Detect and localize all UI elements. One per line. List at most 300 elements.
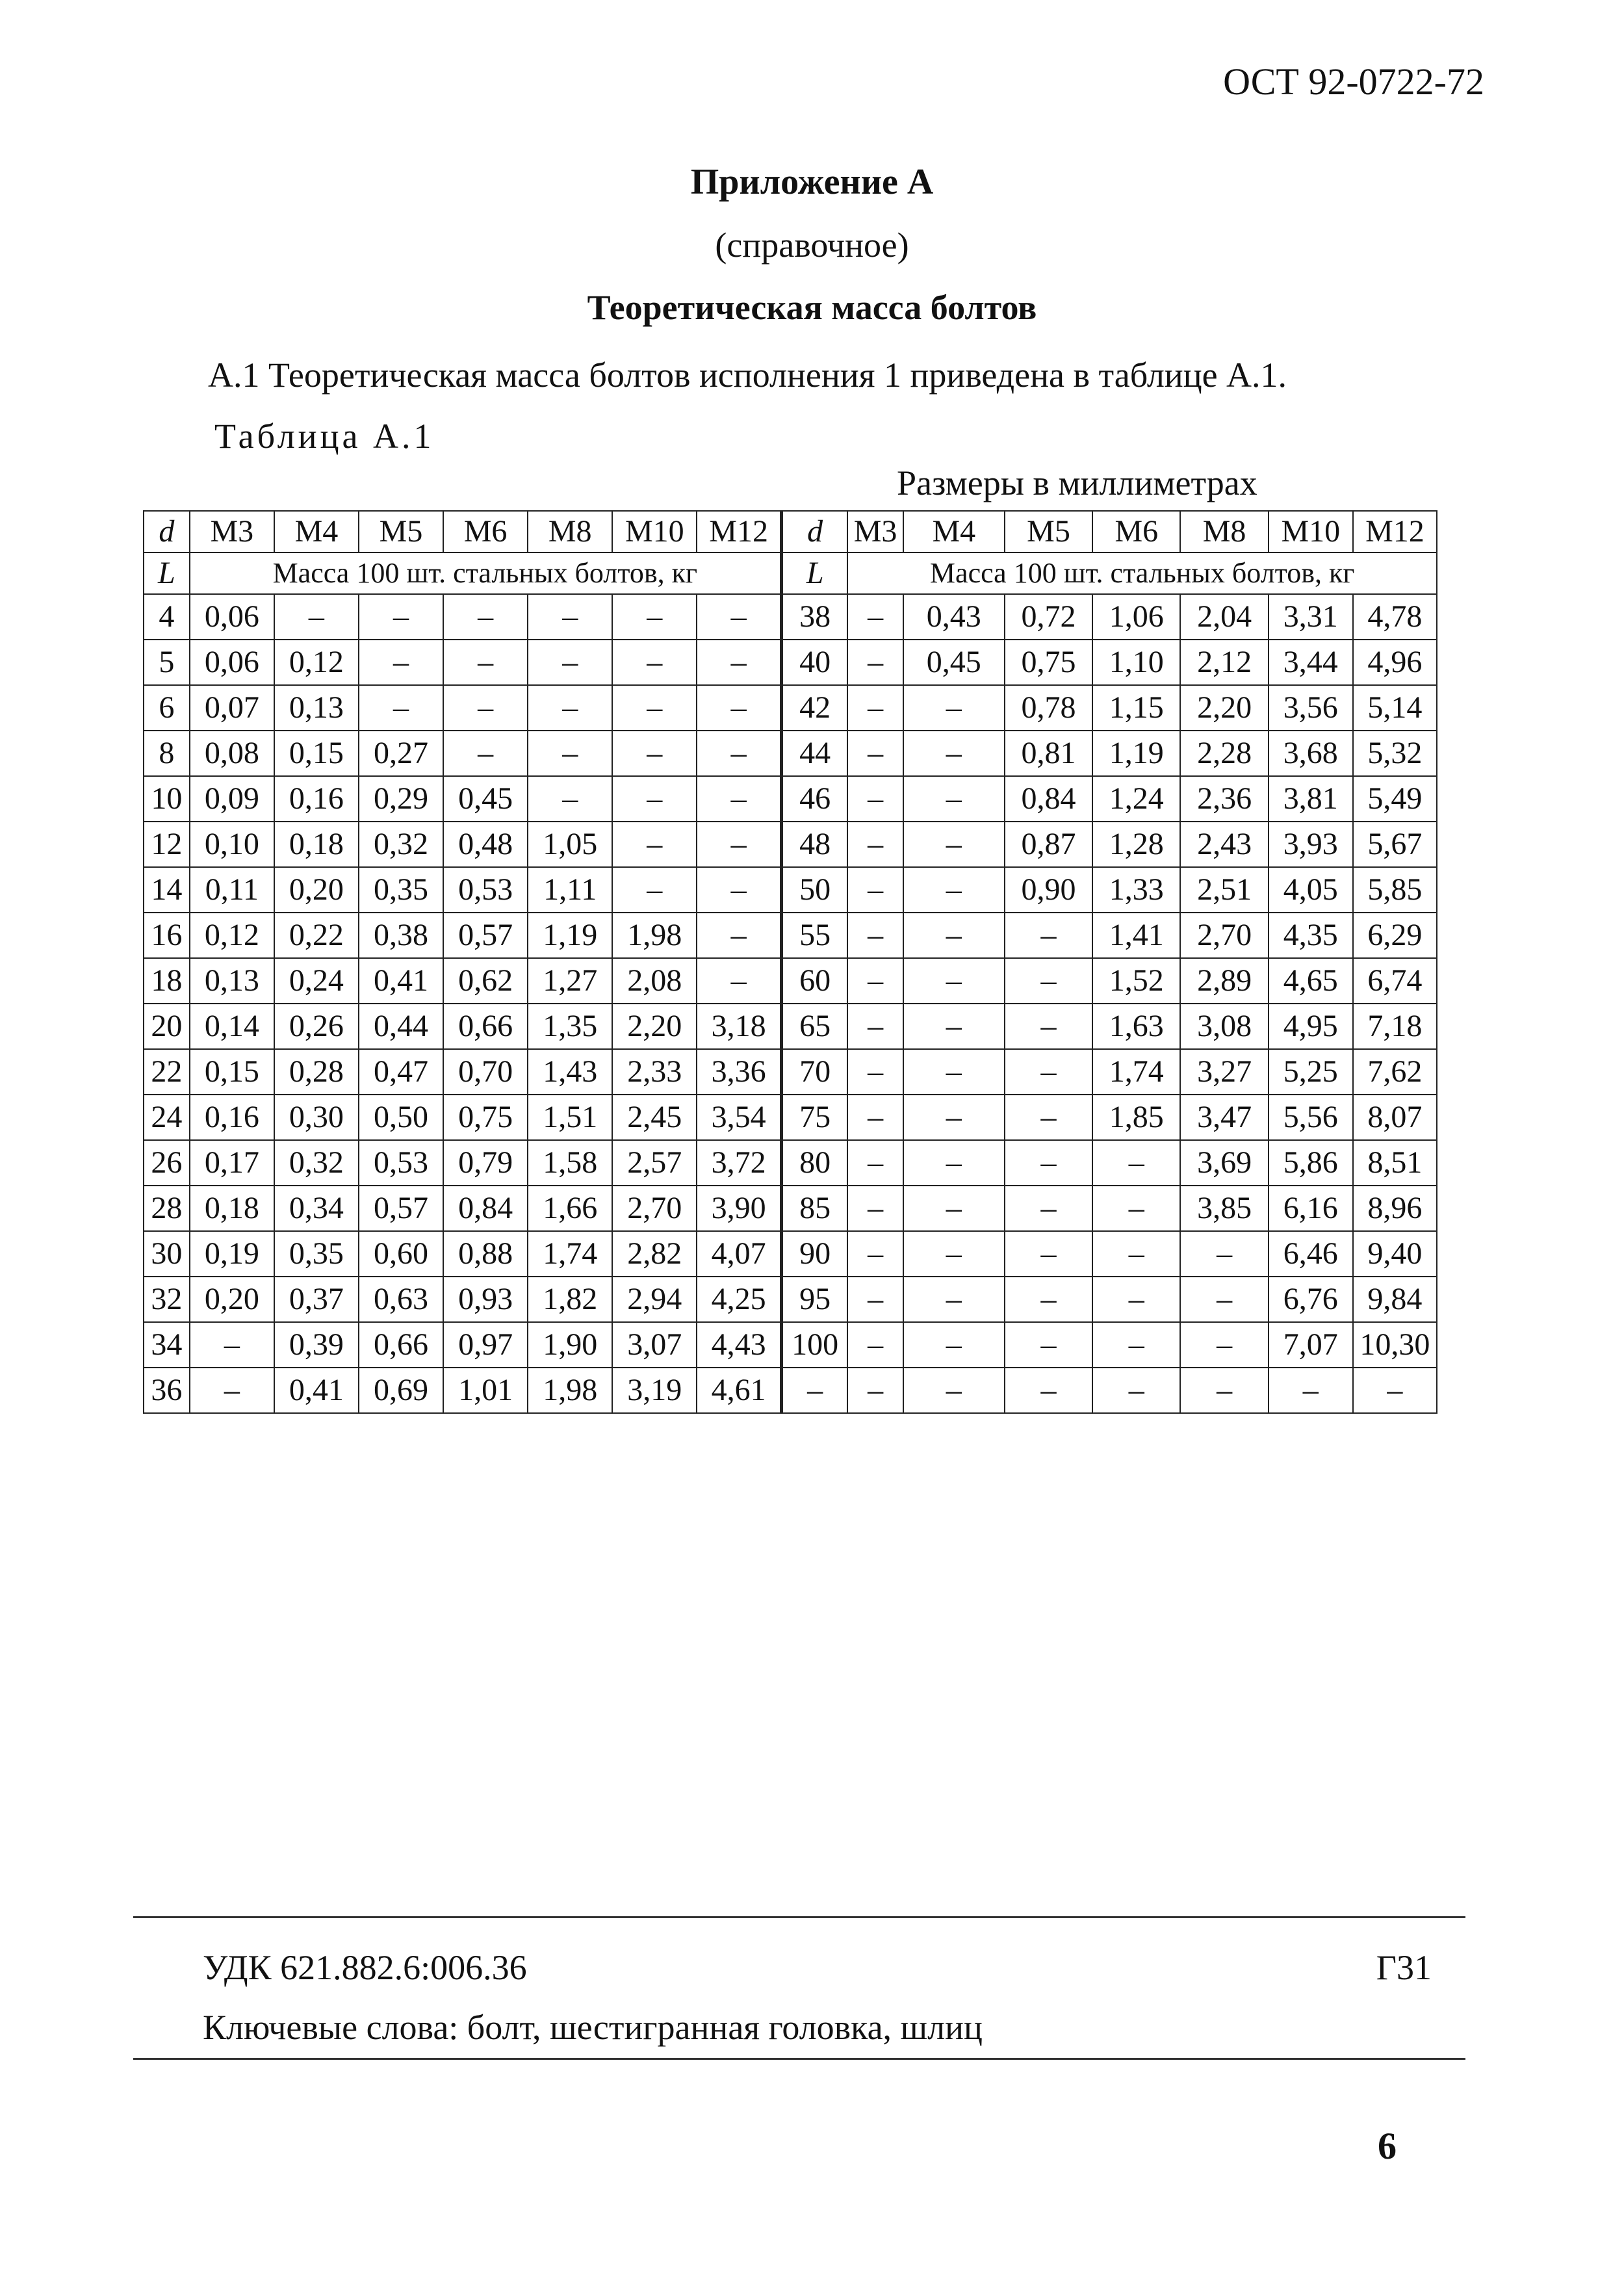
mass-cell: – — [697, 958, 781, 1004]
table-row — [144, 1368, 1437, 1413]
mass-cell: 1,74 — [528, 1231, 612, 1277]
mass-cell: 0,13 — [274, 685, 359, 731]
mass-cell: 1,82 — [528, 1277, 612, 1322]
mass-cell: – — [847, 1368, 903, 1413]
length-cell: 50 — [781, 867, 847, 913]
mass-cell: 2,94 — [612, 1277, 697, 1322]
mass-cell: – — [847, 1231, 903, 1277]
mass-cell: 1,74 — [1092, 1049, 1180, 1095]
header-size: М5 — [1005, 511, 1092, 552]
mass-cell: 0,35 — [359, 867, 443, 913]
mass-cell: – — [528, 776, 612, 822]
mass-cell: – — [847, 822, 903, 867]
mass-cell: 0,35 — [274, 1231, 359, 1277]
mass-cell: – — [443, 640, 528, 685]
mass-cell: 0,50 — [359, 1095, 443, 1140]
classification-code: Г31 — [1376, 1948, 1432, 1987]
header-size: М3 — [190, 511, 274, 552]
length-cell: 18 — [144, 958, 190, 1004]
table-row — [144, 913, 1437, 958]
mass-cell: – — [847, 958, 903, 1004]
mass-cell: 1,05 — [528, 822, 612, 867]
mass-cell: 0,24 — [274, 958, 359, 1004]
mass-cell: 4,61 — [697, 1368, 781, 1413]
mass-cell: – — [359, 640, 443, 685]
mass-cell: 0,26 — [274, 1004, 359, 1049]
header-size: М4 — [903, 511, 1005, 552]
mass-cell: 3,68 — [1269, 731, 1353, 776]
mass-cell: – — [1005, 1322, 1092, 1368]
mass-cell: – — [697, 776, 781, 822]
mass-cell: – — [1180, 1322, 1268, 1368]
mass-cell: – — [190, 1368, 274, 1413]
mass-cell: – — [528, 640, 612, 685]
mass-cell: – — [1092, 1186, 1180, 1231]
page-number: 6 — [1378, 2125, 1397, 2167]
mass-cell: – — [359, 594, 443, 640]
mass-cell: 5,32 — [1353, 731, 1437, 776]
mass-cell: 3,18 — [697, 1004, 781, 1049]
mass-cell: – — [847, 1140, 903, 1186]
mass-cell: 3,69 — [1180, 1140, 1268, 1186]
mass-cell: – — [847, 776, 903, 822]
mass-cell: – — [612, 731, 697, 776]
mass-cell: 3,90 — [697, 1186, 781, 1231]
table-row — [144, 958, 1437, 1004]
keywords: Ключевые слова: болт, шестигранная головка, шлиц — [203, 2008, 983, 2047]
mass-cell: 1,98 — [528, 1368, 612, 1413]
mass-cell: – — [1092, 1231, 1180, 1277]
header-size: М12 — [697, 511, 781, 552]
mass-cell: 0,63 — [359, 1277, 443, 1322]
mass-cell: – — [903, 1186, 1005, 1231]
header-size: М10 — [612, 511, 697, 552]
mass-cell: 0,37 — [274, 1277, 359, 1322]
mass-cell: – — [1005, 1368, 1092, 1413]
table-row — [144, 1277, 1437, 1322]
length-cell: 5 — [144, 640, 190, 685]
mass-cell: 1,33 — [1092, 867, 1180, 913]
mass-cell: 0,14 — [190, 1004, 274, 1049]
mass-cell: – — [190, 1322, 274, 1368]
mass-cell: – — [274, 594, 359, 640]
mass-cell: 2,04 — [1180, 594, 1268, 640]
mass-cell: 3,47 — [1180, 1095, 1268, 1140]
mass-cell: 0,10 — [190, 822, 274, 867]
mass-cell: 0,17 — [190, 1140, 274, 1186]
mass-cell: – — [1005, 958, 1092, 1004]
mass-cell: 1,85 — [1092, 1095, 1180, 1140]
mass-cell: 2,51 — [1180, 867, 1268, 913]
mass-cell: 0,57 — [359, 1186, 443, 1231]
mass-cell: 0,66 — [359, 1322, 443, 1368]
bolt-mass-table — [143, 510, 1437, 1414]
mass-cell: 4,43 — [697, 1322, 781, 1368]
mass-cell: 2,57 — [612, 1140, 697, 1186]
mass-cell: 1,11 — [528, 867, 612, 913]
udk-code: УДК 621.882.6:006.36 — [203, 1948, 527, 1987]
mass-cell: 0,30 — [274, 1095, 359, 1140]
mass-cell: – — [847, 1277, 903, 1322]
mass-cell: 2,33 — [612, 1049, 697, 1095]
mass-cell: 5,49 — [1353, 776, 1437, 822]
mass-cell: – — [903, 731, 1005, 776]
table-row — [144, 1231, 1437, 1277]
mass-cell: 9,84 — [1353, 1277, 1437, 1322]
length-cell: 24 — [144, 1095, 190, 1140]
mass-cell: 1,52 — [1092, 958, 1180, 1004]
mass-cell: – — [903, 1049, 1005, 1095]
header-size: М5 — [359, 511, 443, 552]
mass-cell: 3,19 — [612, 1368, 697, 1413]
mass-cell: 3,07 — [612, 1322, 697, 1368]
mass-cell: 3,44 — [1269, 640, 1353, 685]
mass-cell: 0,69 — [359, 1368, 443, 1413]
length-cell: 12 — [144, 822, 190, 867]
mass-cell: – — [528, 594, 612, 640]
length-cell: 10 — [144, 776, 190, 822]
table-row — [144, 1004, 1437, 1049]
mass-cell: 0,12 — [190, 913, 274, 958]
length-cell: 32 — [144, 1277, 190, 1322]
mass-cell: – — [697, 913, 781, 958]
mass-cell: 0,11 — [190, 867, 274, 913]
mass-cell: – — [1005, 1095, 1092, 1140]
mass-cell: 2,12 — [1180, 640, 1268, 685]
mass-cell: 2,36 — [1180, 776, 1268, 822]
mass-cell: 3,31 — [1269, 594, 1353, 640]
mass-cell: – — [847, 594, 903, 640]
table-row — [144, 822, 1437, 867]
mass-cell: 8,96 — [1353, 1186, 1437, 1231]
mass-cell: 5,85 — [1353, 867, 1437, 913]
mass-cell: – — [612, 685, 697, 731]
mass-cell: – — [903, 1368, 1005, 1413]
header-size: М6 — [1092, 511, 1180, 552]
length-cell: 26 — [144, 1140, 190, 1186]
mass-cell: 0,20 — [274, 867, 359, 913]
mass-cell: 0,45 — [443, 776, 528, 822]
mass-cell: 0,16 — [190, 1095, 274, 1140]
table-row — [144, 594, 1437, 640]
appendix-title: Приложение А — [690, 162, 934, 202]
mass-cell: 0,70 — [443, 1049, 528, 1095]
length-cell: 95 — [781, 1277, 847, 1322]
mass-cell: 0,84 — [1005, 776, 1092, 822]
mass-cell: 0,97 — [443, 1322, 528, 1368]
mass-cell: 0,20 — [190, 1277, 274, 1322]
length-cell: 85 — [781, 1186, 847, 1231]
mass-cell: 3,54 — [697, 1095, 781, 1140]
length-cell: 42 — [781, 685, 847, 731]
mass-cell: 0,13 — [190, 958, 274, 1004]
mass-cell: – — [903, 1004, 1005, 1049]
mass-cell: 4,35 — [1269, 913, 1353, 958]
mass-cell: – — [1180, 1277, 1268, 1322]
mass-cell: 1,35 — [528, 1004, 612, 1049]
length-cell: 75 — [781, 1095, 847, 1140]
mass-cell: 0,47 — [359, 1049, 443, 1095]
header-L-right: L — [781, 552, 847, 594]
mass-cell: 6,74 — [1353, 958, 1437, 1004]
header-size: М12 — [1353, 511, 1437, 552]
mass-cell: 1,10 — [1092, 640, 1180, 685]
mass-cell: 3,27 — [1180, 1049, 1268, 1095]
appendix-subtitle: (справочное) — [715, 226, 909, 265]
mass-cell: 6,29 — [1353, 913, 1437, 958]
mass-cell: 0,39 — [274, 1322, 359, 1368]
mass-cell: – — [359, 685, 443, 731]
mass-cell: – — [847, 731, 903, 776]
mass-cell: 0,15 — [274, 731, 359, 776]
header-size: М10 — [1269, 511, 1353, 552]
mass-cell: – — [847, 1049, 903, 1095]
length-cell: 36 — [144, 1368, 190, 1413]
mass-cell: – — [1180, 1231, 1268, 1277]
table-header-mass — [144, 552, 1437, 594]
length-cell: 100 — [781, 1322, 847, 1368]
header-size: М8 — [1180, 511, 1268, 552]
mass-cell: 4,07 — [697, 1231, 781, 1277]
mass-cell: – — [847, 913, 903, 958]
length-cell: 8 — [144, 731, 190, 776]
header-size: М8 — [528, 511, 612, 552]
mass-cell: 6,46 — [1269, 1231, 1353, 1277]
mass-cell: 3,93 — [1269, 822, 1353, 867]
mass-cell: 2,20 — [612, 1004, 697, 1049]
mass-cell: – — [847, 1004, 903, 1049]
mass-cell: – — [443, 594, 528, 640]
mass-cell: – — [903, 776, 1005, 822]
mass-cell: – — [612, 594, 697, 640]
mass-label-right: Масса 100 шт. стальных болтов, кг — [847, 552, 1437, 594]
mass-cell: 0,08 — [190, 731, 274, 776]
mass-cell: 6,76 — [1269, 1277, 1353, 1322]
mass-cell: – — [847, 867, 903, 913]
mass-cell: – — [847, 1095, 903, 1140]
length-cell: 6 — [144, 685, 190, 731]
mass-cell: 3,85 — [1180, 1186, 1268, 1231]
mass-cell: – — [903, 1277, 1005, 1322]
mass-cell: 1,06 — [1092, 594, 1180, 640]
mass-cell: 6,16 — [1269, 1186, 1353, 1231]
table-row — [144, 867, 1437, 913]
mass-cell: 0,60 — [359, 1231, 443, 1277]
mass-cell: 0,44 — [359, 1004, 443, 1049]
mass-cell: 0,22 — [274, 913, 359, 958]
mass-cell: 1,98 — [612, 913, 697, 958]
length-cell: 46 — [781, 776, 847, 822]
mass-cell: 3,56 — [1269, 685, 1353, 731]
mass-cell: 0,06 — [190, 594, 274, 640]
table-row — [144, 776, 1437, 822]
mass-cell: 2,43 — [1180, 822, 1268, 867]
mass-cell: – — [847, 1322, 903, 1368]
mass-cell: – — [903, 1095, 1005, 1140]
mass-cell: 3,81 — [1269, 776, 1353, 822]
mass-cell: 4,05 — [1269, 867, 1353, 913]
mass-cell: 2,28 — [1180, 731, 1268, 776]
mass-label-left: Масса 100 шт. стальных болтов, кг — [190, 552, 782, 594]
mass-cell: – — [903, 685, 1005, 731]
header-size: М4 — [274, 511, 359, 552]
mass-cell: 8,51 — [1353, 1140, 1437, 1186]
length-cell: 4 — [144, 594, 190, 640]
mass-cell: 0,53 — [359, 1140, 443, 1186]
mass-cell: 0,93 — [443, 1277, 528, 1322]
mass-cell: – — [903, 1140, 1005, 1186]
table-caption: Таблица А.1 — [214, 417, 435, 456]
length-cell: 16 — [144, 913, 190, 958]
mass-cell: 2,70 — [612, 1186, 697, 1231]
mass-cell: – — [1005, 1049, 1092, 1095]
mass-cell: 9,40 — [1353, 1231, 1437, 1277]
mass-cell: 0,06 — [190, 640, 274, 685]
footer-rule-bottom — [133, 2058, 1465, 2060]
mass-cell: – — [697, 731, 781, 776]
length-cell: 14 — [144, 867, 190, 913]
mass-cell: – — [903, 822, 1005, 867]
section-title: Теоретическая масса болтов — [587, 288, 1037, 327]
mass-cell: – — [697, 822, 781, 867]
length-cell: 34 — [144, 1322, 190, 1368]
mass-cell: 5,67 — [1353, 822, 1437, 867]
mass-cell: 3,08 — [1180, 1004, 1268, 1049]
mass-cell: – — [903, 1322, 1005, 1368]
length-cell: 22 — [144, 1049, 190, 1095]
mass-cell: 3,36 — [697, 1049, 781, 1095]
mass-cell: – — [697, 594, 781, 640]
mass-cell: 7,18 — [1353, 1004, 1437, 1049]
mass-cell: 5,25 — [1269, 1049, 1353, 1095]
mass-cell: 0,45 — [903, 640, 1005, 685]
table-row — [144, 1140, 1437, 1186]
table-row — [144, 1186, 1437, 1231]
mass-cell: 0,07 — [190, 685, 274, 731]
mass-cell: 4,25 — [697, 1277, 781, 1322]
mass-cell: 0,41 — [359, 958, 443, 1004]
mass-cell: – — [847, 685, 903, 731]
table-row — [144, 640, 1437, 685]
mass-cell: 0,75 — [443, 1095, 528, 1140]
mass-cell: – — [1269, 1368, 1353, 1413]
length-cell: 20 — [144, 1004, 190, 1049]
mass-cell: 0,29 — [359, 776, 443, 822]
mass-cell: – — [1005, 913, 1092, 958]
mass-cell: 3,72 — [697, 1140, 781, 1186]
mass-cell: 0,34 — [274, 1186, 359, 1231]
mass-cell: 1,63 — [1092, 1004, 1180, 1049]
mass-cell: 1,27 — [528, 958, 612, 1004]
header-size: М6 — [443, 511, 528, 552]
mass-cell: 7,07 — [1269, 1322, 1353, 1368]
mass-cell: – — [443, 731, 528, 776]
length-cell: 30 — [144, 1231, 190, 1277]
length-cell: 28 — [144, 1186, 190, 1231]
mass-cell: 0,53 — [443, 867, 528, 913]
mass-cell: – — [1092, 1140, 1180, 1186]
mass-cell: 1,28 — [1092, 822, 1180, 867]
length-cell: 60 — [781, 958, 847, 1004]
mass-cell: 0,38 — [359, 913, 443, 958]
mass-cell: 1,41 — [1092, 913, 1180, 958]
mass-cell: – — [612, 867, 697, 913]
mass-cell: – — [528, 731, 612, 776]
mass-cell: 0,88 — [443, 1231, 528, 1277]
mass-cell: 0,48 — [443, 822, 528, 867]
mass-cell: 0,19 — [190, 1231, 274, 1277]
mass-cell: – — [903, 958, 1005, 1004]
mass-cell: 7,62 — [1353, 1049, 1437, 1095]
mass-cell: 1,15 — [1092, 685, 1180, 731]
length-cell: 55 — [781, 913, 847, 958]
mass-cell: 0,66 — [443, 1004, 528, 1049]
length-cell: – — [781, 1368, 847, 1413]
mass-cell: 0,15 — [190, 1049, 274, 1095]
mass-cell: 0,43 — [903, 594, 1005, 640]
mass-cell: – — [612, 776, 697, 822]
mass-cell: – — [903, 1231, 1005, 1277]
mass-cell: 0,90 — [1005, 867, 1092, 913]
mass-cell: 1,19 — [528, 913, 612, 958]
header-d-left: d — [144, 511, 190, 552]
length-cell: 38 — [781, 594, 847, 640]
mass-cell: 8,07 — [1353, 1095, 1437, 1140]
mass-cell: 4,65 — [1269, 958, 1353, 1004]
mass-cell: 5,14 — [1353, 685, 1437, 731]
mass-cell: 0,81 — [1005, 731, 1092, 776]
mass-cell: – — [1353, 1368, 1437, 1413]
mass-cell: 1,58 — [528, 1140, 612, 1186]
footer-rule-top — [133, 1916, 1465, 1918]
mass-cell: 0,78 — [1005, 685, 1092, 731]
mass-cell: 1,43 — [528, 1049, 612, 1095]
mass-cell: 0,18 — [190, 1186, 274, 1231]
mass-cell: 5,86 — [1269, 1140, 1353, 1186]
length-cell: 90 — [781, 1231, 847, 1277]
mass-cell: 4,96 — [1353, 640, 1437, 685]
length-cell: 44 — [781, 731, 847, 776]
mass-cell: – — [1005, 1231, 1092, 1277]
table-header-sizes — [144, 511, 1437, 552]
mass-cell: 0,75 — [1005, 640, 1092, 685]
mass-cell: 5,56 — [1269, 1095, 1353, 1140]
table-row — [144, 1049, 1437, 1095]
length-cell: 65 — [781, 1004, 847, 1049]
mass-cell: – — [1005, 1186, 1092, 1231]
mass-cell: – — [847, 1186, 903, 1231]
mass-cell: – — [612, 822, 697, 867]
header-L-left: L — [144, 552, 190, 594]
mass-cell: 2,08 — [612, 958, 697, 1004]
mass-cell: 1,90 — [528, 1322, 612, 1368]
mass-cell: – — [1092, 1368, 1180, 1413]
mass-cell: – — [1005, 1004, 1092, 1049]
units-note: Размеры в миллиметрах — [897, 463, 1257, 502]
mass-cell: 0,72 — [1005, 594, 1092, 640]
mass-cell: 0,62 — [443, 958, 528, 1004]
mass-cell: 2,89 — [1180, 958, 1268, 1004]
table-row — [144, 685, 1437, 731]
mass-cell: 0,18 — [274, 822, 359, 867]
mass-cell: 2,82 — [612, 1231, 697, 1277]
mass-cell: 0,27 — [359, 731, 443, 776]
table-row — [144, 1322, 1437, 1368]
mass-cell: 2,70 — [1180, 913, 1268, 958]
mass-cell: 0,79 — [443, 1140, 528, 1186]
mass-cell: 10,30 — [1353, 1322, 1437, 1368]
mass-cell: – — [1005, 1277, 1092, 1322]
